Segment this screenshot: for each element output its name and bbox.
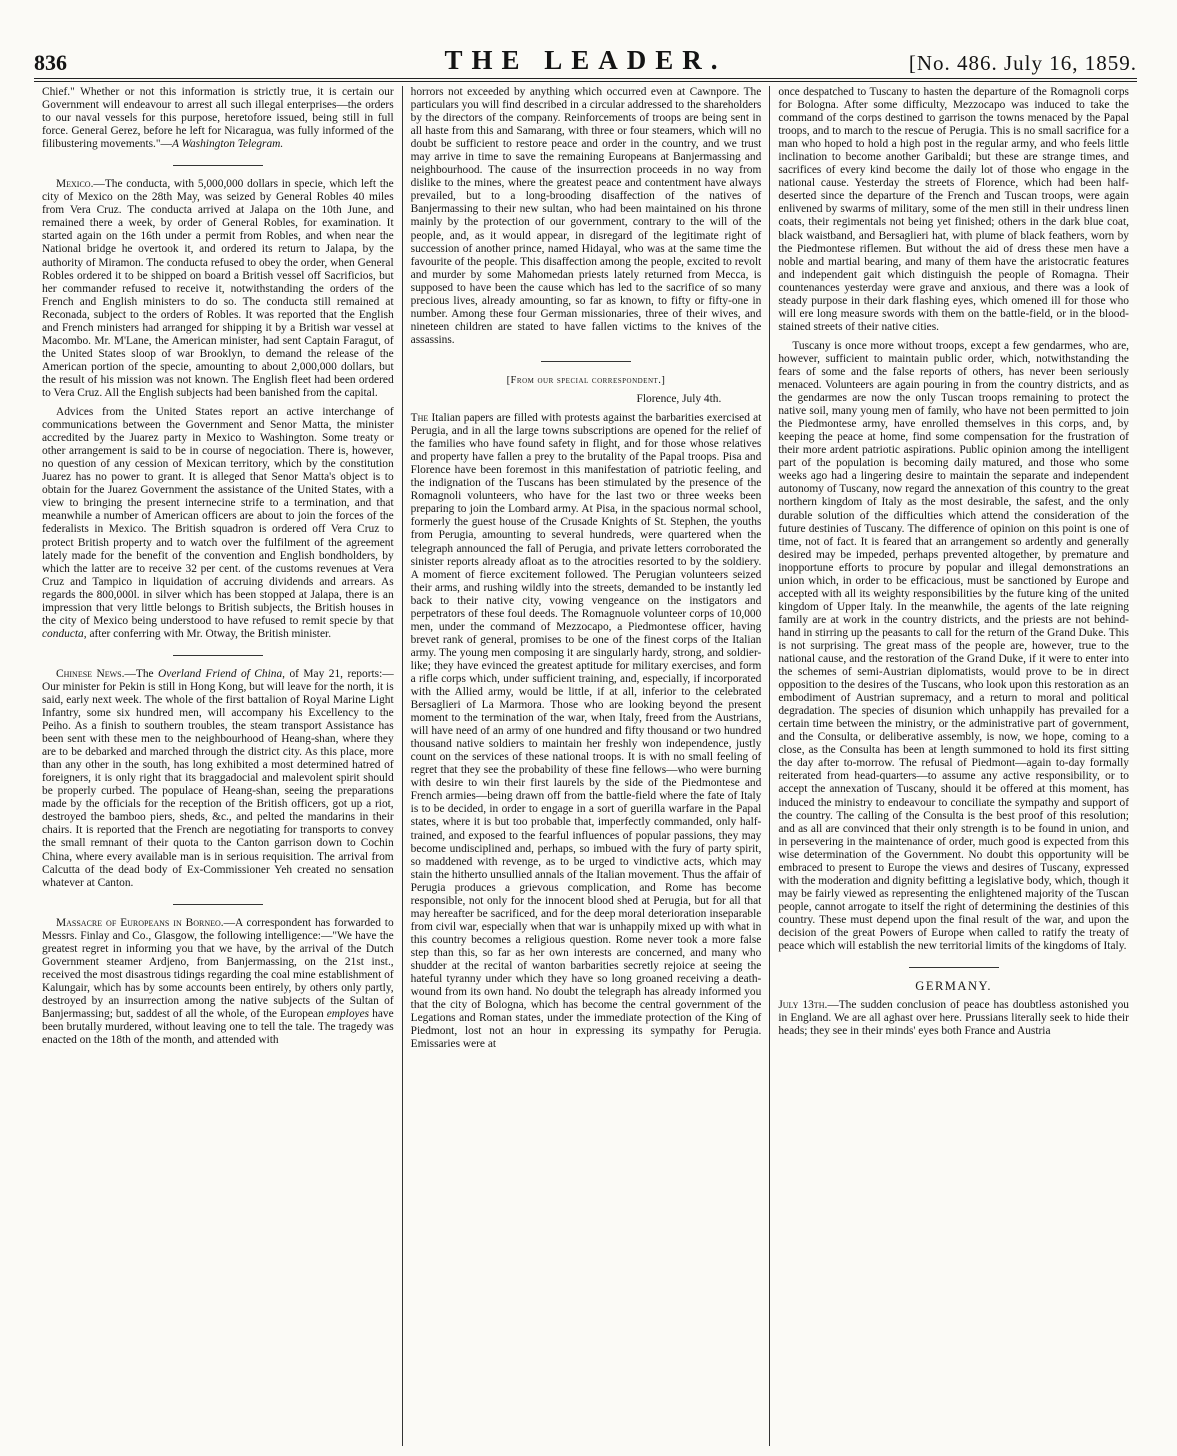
section-divider [173, 904, 263, 905]
filibuster-paragraph [42, 86, 394, 151]
germany-lead: July 13th. [778, 999, 828, 1012]
article-columns [34, 86, 1137, 1446]
page-number: 836 [34, 50, 67, 75]
borneo-text: —A correspondent has forwarded to Messrs. Finlay and Co., Glasgow, the following intelligence:—"We have the greatest regret in informing you that we have, by the arrival of the Dutch Government steamer Ardjeno, from Banjermassing, on the 21st inst., received the most disastrous tidings regarding the coal mine establishment of Kalungair, which has by some accounts been entirely, by others only partly, destroyed by an insurrection among the native subjects of the Sultan of Banjermassing; but, saddest of all the whole, of the European [42, 916, 394, 1020]
chinese-lead: Chinese News. [56, 667, 125, 680]
mexico-italic: conducta [42, 627, 84, 640]
mexico-text-1: —The conducta, with 5,000,000 dollars in specie, which left the city of Mexico on the 28th May, was seized by General Robles 40 miles from Vera Cruz. The conducta arrived at Jalapa on the 10th June, and remained there a week, by order of General Robles, for examination. It started again on the 16th under a permit from Robles, and when near the National bridge he overtook it, and ordered its return to Jalapa, by the authority of Miramon. The conducta refused to obey the order, when General Robles ordered it to be shipped on board a British vessel off Sacrificios, but her commander refused to receive it, notwithstanding the orders of the French and English ministers to do so. The conducta still remained at Reconada, subject to the orders of Robles. It was reported that the English and French ministers had arranged for shipping it by a British war vessel at Macombo. Mr. M'Lane, the American minister, had sent Captain Faragut, of the United States sloop of war Brooklyn, to demand the release of the American portion of the specie, amounting to about 2,000,000 dollars, but the result of his mission was not known. The English fleet had been ordered to Vera Cruz. All the English subjects had been banished from the capital. [42, 178, 394, 399]
newspaper-title: THE LEADER. [444, 45, 727, 75]
borneo-italic: employes [326, 1008, 370, 1020]
germany-paragraph [778, 999, 1129, 1038]
column-3 [769, 86, 1137, 1446]
mexico-lead: Mexico. [56, 178, 94, 191]
mexico-paragraph-1 [42, 178, 394, 400]
borneo-paragraph [42, 917, 394, 1047]
masthead [34, 45, 1137, 76]
tuscany-paragraph: Tuscany is once more without troops, except a few gendarmes, who are, however, sufficient to maintain public order, which, notwithstanding the fears of some and the false reports of others, has never been seriously menaced. Volunteers are again pouring in from the country districts, and as the gendarmes are now the only Tuscan troops remaining to protect the native soil, many young men of family, who have not been permitted to join the Piedmontese army, have enrolled themselves in this corps, and, by keeping the peace at home, find some compensation for the frustration of their more ardent patriotic aspirations. Public opinion among the intelligent part of the population is becoming daily matured, and those who some weeks ago had a lingering desire to maintain the separate and independent autonomy of Tuscany, now regard the annexation of this country to the great northern kingdom of Italy as the most desirable, the safest, and the only durable solution of the difficulties which attend the consideration of the future destinies of Tuscany. The difference of opinion on this point is one of time, not of fact. It is feared that an arrangement so ardently and generally desired may be impeded, perhaps prevented altogether, by premature and inopportune efforts to procure by popular and illegal demonstrations an union which, in order to be efficacious, must be sanctioned by Europe and accepted with all its weighty responsibilities by the future king of the united kingdom of Upper Italy. In the meanwhile, the agents of the late reigning family are at work in the country districts, and the priests are not behind-hand in stirring up the peasants to call for the return of the Grand Duke. This is not surprising. The great mass of the people are, however, true to the national cause, and the restoration of the Grand Duke, if it were to enter into the schemes of semi-Austrian diplomatists, would prove to be in direct opposition to the desires of the Tuscans, who look upon this restoration as an embodiment of Austrian supremacy, and a return to moral and political degradation. The species of disunion which unhappily has prevailed for a certain time between the ministry, or the administrative part of government, and the Consulta, or deliberative assembly, is now, we hope, coming to a close, as the Consulta has been at length summoned to hold its first sitting the day after to-morrow. The refusal of Piedmont—again to-day formally reiterated from head-quarters—to assume any active responsibility, or to accept the annexation of Tuscany, should it be offered at this moment, has induced the ministry to endeavour to conciliate the sympathy and support of the country. The calling of the Consulta is the best proof of this resolution; and as all are convinced that their only strength is to be found in union, and in persevering in the maintenance of order, much good is expected from this wise determination of the Government. No doubt this opportunity will be embraced to present to Europe the views and desires of Tuscany, expressed with the moderation and dignity befitting a legislative body, which, though it may be fairly viewed as representing the enlightened majority of the Tuscan people, cannot arrogate to itself the right of determining the destinies of this country. These must depend upon the final result of the war, and upon the decision of the great Powers of Europe when called to ratify the treaty of peace which will establish the new territorial limits of the kingdoms of Italy. [778, 339, 1129, 953]
italy-text: Italian papers are filled with protests against the barbarities exercised at Perugia, and in all the large towns subscriptions are opened for the relief of the families who have found safety in flight, and for those whose relatives and property have fallen a prey to the brutality of the Papal troops. Pisa and Florence have been foremost in this manifestation of patriotic feeling, and the indignation of the Tuscans has been stimulated by the presence of the Romagnoli volunteers, who have for the last two or three weeks been preparing to join the Lombard army. At Pisa, in the spacious normal school, formerly the guest house of the Crusade Knights of St. Stephen, the youths from Perugia, amounting to several hundreds, were quartered when the telegraph announced the fall of Perugia, and private letters corroborated the sinister reports already afloat as to the atrocities resorted to by the soldiery. A moment of fierce excitement followed. The Perugian volunteers seized their arms, and rushing wildly into the streets, demanded to be instantly led back to their native city, vowing vengeance on the instigators and perpetrators of these foul deeds. The Romagnuole volunteer corps of 10,000 men, under the command of Mezzocapo, a Piedmontese officer, having brevet rank of general, promises to be one of the finest corps of the Italian army. The young men composing it are singularly hardy, strong, and soldier-like; they have evinced the greatest aptitude for military exercises, and form a rifle corps which, under sufficient training, and, especially, if incorporated with the Allied army, would be little, if at all, inferior to the celebrated Bersaglieri of La Marmora. Those who are looking beyond the present moment to the termination of the war, when Italy, freed from the Austrians, will have need of an army of one hundred and fifty thousand or two hundred thousand native soldiers to maintain her freshly won independence, justly count on the services of these national troops. It is with no small feeling of regret that they see the probability of these fine fellows—who were burning with desire to win their first laurels by the side of the Piedmontese and French armies—being drawn off from the battle-field where the fate of Italy is to be decided, in order to engage in a sort of guerilla warfare in the Papal states, where it is but too probable that, imperfectly commanded, only half-trained, and exposed to the fearful influences of popular passions, they may become undisciplined and, perhaps, so imbued with the fury of party spirit, so maddened with revenge, as to be urged to vindictive acts, which may stain the hitherto unsullied annals of the Italian movement. Thus the affair of Perugia produces a grievous complication, and Rome has become responsible, not only for the innocent blood shed at Perugia, but for all that may hereafter be sacrificed, and for the deep moral deterioration inseparable from civil war, especially when that war is unhappily mixed up with what in this country becomes a religious question. Rome never took a more false step than this, so far as her own interests are concerned, and many who shudder at the recital of wanton barbarities secretly rejoice at seeing the hateful tyranny under which they have so long groaned receiving a death-wound from its own hand. No doubt the telegraph has already informed you that the city of Bologna, which has become the central government of the Legations and Roman states, under the immediate protection of the King of Piedmont, lost not an hour in expressing its sympathy for Perugia. Emissaries were at [410, 412, 762, 1051]
filibuster-source: A Washington Telegram. [171, 138, 284, 151]
italy-lead: The [410, 412, 429, 425]
section-divider [173, 655, 263, 656]
masthead-rule-double [34, 81, 1137, 82]
column-1 [34, 86, 402, 1446]
borneo-text-end: have been brutally murdered, without leaving one to tell the tale. The tragedy was enacted on the 18th of the month, and attended with [42, 1008, 394, 1047]
mexico-text-2-end: , after conferring with Mr. Otway, the British minister. [83, 627, 332, 640]
issue-date: [No. 486. July 16, 1859. [908, 51, 1137, 75]
chinese-pre: —The [124, 667, 159, 680]
section-divider [909, 967, 999, 968]
section-divider [541, 361, 631, 362]
chinese-text: , of May 21, reports:—Our minister for Pekin is still in Hong Kong, but will leave for the north, it is said, early next week. The whole of the first battalion of Royal Marine Light Infantry, some six hundred men, will accompany his Excellency to the Peiho. As a finish to southern troubles, the steam transport Assistance has been sent with these men to the neighbourhood of Heang-shan, where they are to be debarked and marched through the district city. As this place, more than any other in the south, has long exhibited a most determined hatred of foreigners, it is only right that its braggadocial and malevolent spirit should be properly curbed. The populace of Heang-shan, seeing the preparations made by the officials for the reception of the British officers, got up a riot, destroyed the bamboo piers, sheds, &c., and pelted the mandarins in their chairs. It is reported that the French are negotiating for transports to convey the small remnant of their quota to the Canton garrison down to Cochin China, where every available man is in serious requisition. The arrival from Calcutta of the dead body of Ex-Commissioner Yeh created no sensation whatever at Canton. [42, 667, 394, 889]
borneo-continued: horrors not exceeded by anything which occurred even at Cawnpore. The particulars you will find described in a circular addressed to the shareholders by the directors of the company. Reinforcements of troops are being sent in all haste from this and Samarang, with three or four steamers, which will no doubt be sufficient to restore peace and order in the country, and we trust may arrive in time to save the remaining Europeans at Banjermassing and neighbourhood. The cause of the insurrection proceeds in no way from dislike to the mines, where the greatest peace and contentment have always prevailed, but to a long-brooding disaffection of the natives of Banjermassing to their new sultan, who had been maintained on his throne mainly by the protection of our government, contrary to the will of the people, and, as it would appear, in disregard of the legitimate right of succession of another prince, named Hidayal, who was at the same time the favourite of the people. This disaffection among the people, excited to revolt and murder by some Mahomedan priests lately returned from Mecca, is supposed to have been the cause which has led to the sacrifice of so many precious lives, already amounting, so far as known, to fifty or fifty-one in number. Among these four German missionaries, three of their wives, and nineteen children are stated to have fallen victims to the knives of the assassins. [410, 86, 762, 346]
germany-heading: GERMANY. [915, 979, 993, 994]
section-divider [173, 165, 263, 166]
borneo-lead: Massacre of Europeans in Borneo. [56, 916, 224, 929]
romagnoli-paragraph: once despatched to Tuscany to hasten the departure of the Romagnoli corps for Bologna. After some difficulty, Mezzocapo was induced to take the command of the corps destined to garrison the towns menaced by the Papal troops, and to march to the rescue of Perugia. This is no small sacrifice for a man who hoped to hold a high post in the regular army, and who feels little inclination to become another Garibaldi; but these are strange times, and sacrifices of every kind become the daily lot of those who engage in the national cause. Yesterday the streets of Florence, which had been half-deserted since the departure of the French and Tuscan troops, were again enlivened by swarms of military, some of the men still in their undress linen coats, their regimentals not being yet finished; others in the dark blue coat, black waistband, and Bersaglieri hat, with plume of black feathers, worn by the Piedmontese riflemen. But without the aid of dress these men have a noble and martial bearing, and many of them have the aristocratic features and independent gait which distinguish the people of Romagna. Their countenances yesterday were grave and anxious, and there was a look of steady purpose in their dark flashing eyes, which omened ill for those who will ere long measure swords with them on the battle-field, or in the blood-stained streets of their native cities. [778, 86, 1129, 333]
masthead-rule [34, 78, 1137, 79]
germany-text: —The sudden conclusion of peace has doubtless astonished you in England. We are all aghast over here. Prussians literally seek to hide their heads; they see in their minds' eyes both France and Austria [778, 999, 1129, 1038]
column-2 [402, 86, 770, 1446]
italy-paragraph [411, 412, 762, 1051]
mexico-paragraph-2 [42, 406, 394, 641]
florence-dateline: Florence, July 4th. [636, 392, 722, 405]
chinese-source: Overland Friend of China [158, 667, 283, 680]
chinese-news-paragraph [42, 668, 394, 890]
filibuster-text: Chief." Whether or not this information is strictly true, it is certain our Government will endeavour to arrest all such illegal enterprises—the orders to our naval vessels for this purpose, heretofore issued, being still in full force. General Gerez, before he left for Nicaragua, was fully informed of the filibustering movements."— [42, 86, 394, 151]
mexico-text-2: Advices from the United States report an active interchange of communications between the Government and Senor Matta, the minister accredited by the Juarez party in Mexico to Washington. Some treaty or other arrangement is said to be in course of negociation. There is, however, no question of any cession of Mexican territory, which by the constitution Juarez has no power to grant. It is alleged that Senor Matta's object is to obtain for the Juarez Government the assistance of the United States, with a view to bringing the present internecine strife to a termination, and that meanwhile a number of American officers are about to join the forces of the federalists in Mexico. The British squadron is ordered off Vera Cruz to protect British property and to watch over the fulfilment of the agreement lately made for the benefit of the convention and English bondholders, by which the latter are to receive 32 per cent. of the customs revenues at Vera Cruz and Tampico in liquidation of accruing dividends and arrears. As regards the 800,000l. in silver which has been stopped at Jalapa, there is an impression that very little belongs to British subjects, the British houses in the city of Mexico being understood to have refused to remit specie by that [42, 406, 394, 627]
correspondent-line: [From our special correspondent.] [506, 374, 666, 386]
